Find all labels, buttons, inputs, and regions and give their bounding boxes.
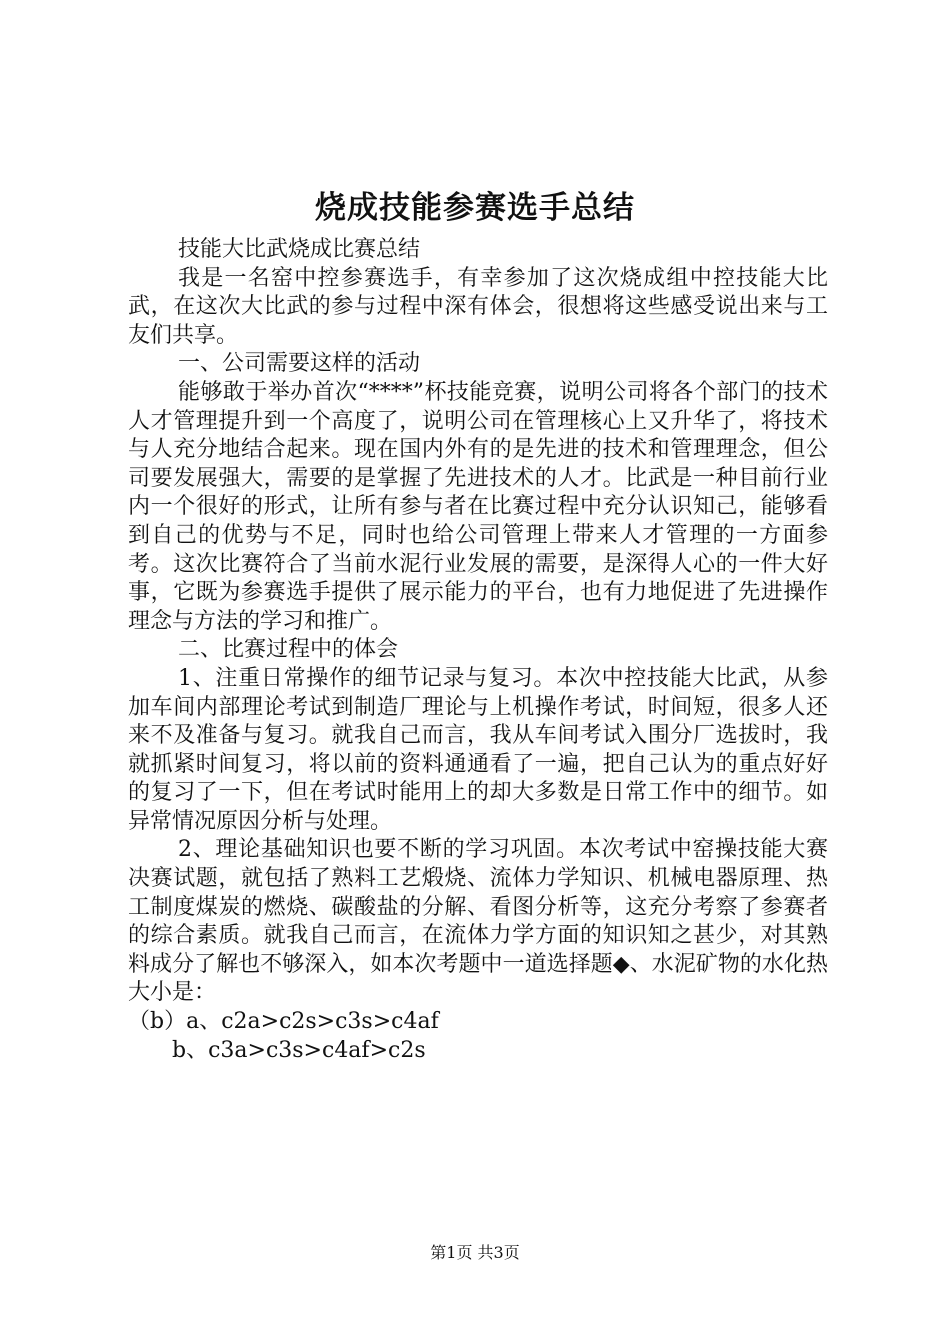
- section-heading-2: 二、比赛过程中的体会: [178, 637, 399, 663]
- point-1-paragraph: 1、注重日常操作的细节记录与复习。本次中控技能大比武，从参加车间内部理论考试到制造厂理论与上机操作考试，时间短，很多人还来不及准备与复习。就我自己而言，我从车间考试入围分厂选拔时，我就抓紧时间复习，将以前的资料通通看了一遍，把自己认为的重点好好的复习了一下，但在考试时能用上的却大多数是日常工作中的细节。如异常情况原因分析与处理。: [128, 665, 828, 834]
- section-heading-1: 一、公司需要这样的活动: [178, 351, 421, 377]
- document-title: 烧成技能参赛选手总结: [315, 190, 635, 226]
- page-footer: 第1页 共3页: [430, 1243, 520, 1262]
- intro-paragraph: 我是一名窑中控参赛选手，有幸参加了这次烧成组中控技能大比武，在这次大比武的参与过程中深有体会，很想将这些感受说出来与工友们共享。: [128, 265, 828, 348]
- option-b-line: b、c3a>c3s>c4af>c2s: [172, 1037, 426, 1063]
- document-body: [128, 236, 828, 1065]
- section-1-paragraph: 能够敢于举办首次“****”杯技能竞赛，说明公司将各个部门的技术人才管理提升到一个高度了，说明公司在管理核心上又升华了，将技术与人充分地结合起来。现在国内外有的是先进的技术和管理理念，但公司要发展强大，需要的是掌握了先进技术的人才。比武是一种目前行业内一个很好的形式，让所有参与者在比赛过程中充分认识知己，能够看到自己的优势与不足，同时也给公司管理上带来人才管理的一方面参考。这次比赛符合了当前水泥行业发展的需要，是深得人心的一件大好事，它既为参赛选手提供了展示能力的平台，也有力地促进了先进操作理念与方法的学习和推广。: [128, 379, 828, 634]
- option-a-line: （b）a、c2a>c2s>c3s>c4af: [128, 1009, 439, 1035]
- subtitle-paragraph: 技能大比武烧成比赛总结: [178, 237, 421, 262]
- point-2-paragraph: 2、理论基础知识也要不断的学习巩固。本次考试中窑操技能大赛决赛试题，就包括了熟料工艺煅烧、流体力学知识、机械电器原理、热工制度煤炭的燃烧、碳酸盐的分解、看图分析等，这充分考察了参赛者的综合素质。就我自己而言，在流体力学方面的知识知之甚少，对其熟料成分了解也不够深入，如本次考题中一道选择题◆、水泥矿物的水化热大小是：: [128, 837, 828, 1006]
